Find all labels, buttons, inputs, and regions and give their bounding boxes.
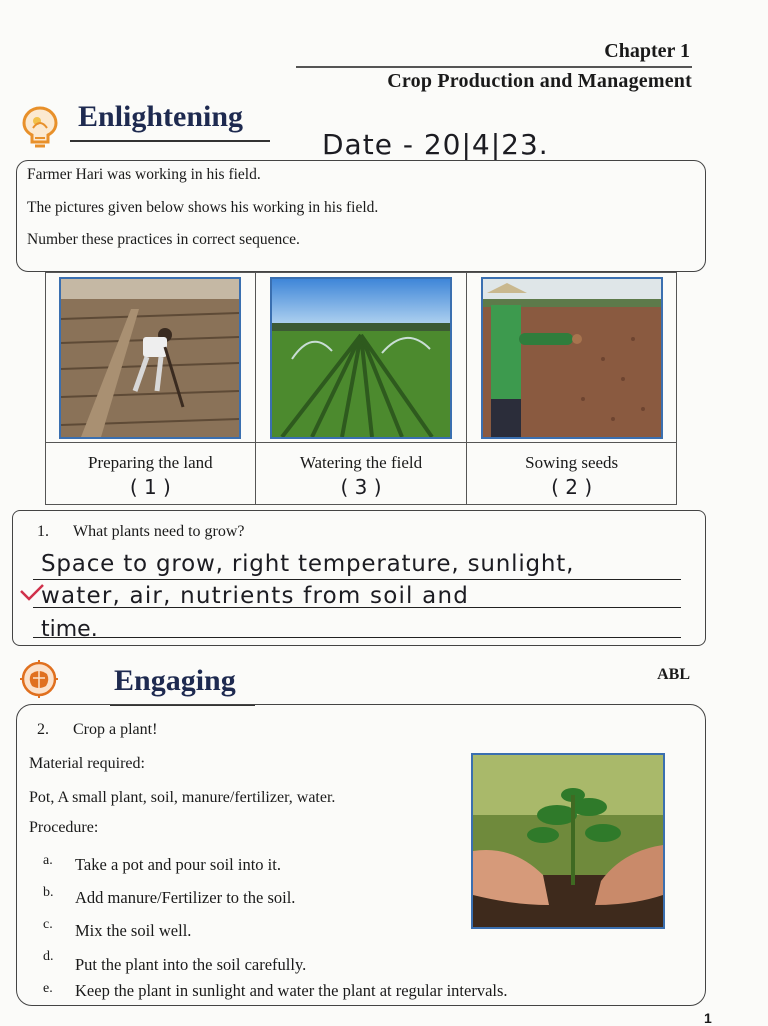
practice-caption: Watering the field <box>299 452 423 472</box>
step-letter: c. <box>43 917 53 932</box>
answer-line-text: time. <box>41 617 98 642</box>
step-text: Put the plant into the soil carefully. <box>75 955 307 974</box>
answer-line-text: water, air, nutrients from soil and <box>41 583 470 609</box>
engaging-title: Engaging <box>114 664 236 697</box>
question1-text: What plants need to grow? <box>73 523 245 540</box>
planting-photo <box>471 753 665 929</box>
practices-table <box>45 272 677 505</box>
header-rule <box>296 66 692 68</box>
chapter-title: Crop Production and Management <box>387 70 692 92</box>
caption-cell <box>467 443 677 505</box>
question2-text: Crop a plant! <box>73 721 158 738</box>
intro-box <box>16 160 706 272</box>
enlightening-rule <box>70 140 270 142</box>
answer-rule <box>33 607 681 608</box>
practice-caption: Sowing seeds <box>525 452 619 472</box>
bulb-icon <box>18 104 62 148</box>
picture-cell <box>467 273 677 443</box>
material-label: Material required: <box>29 755 145 772</box>
practice-answer: ( 1 ) <box>129 474 171 499</box>
caption-cell <box>46 443 256 505</box>
step-letter: a. <box>43 853 53 868</box>
practice-answer: ( 3 ) <box>340 474 382 499</box>
step-text: Take a pot and pour soil into it. <box>75 855 281 874</box>
brain-icon <box>20 660 58 698</box>
step-text: Mix the soil well. <box>75 921 192 940</box>
page-number: 1 <box>704 1010 712 1026</box>
question1-box <box>12 510 706 646</box>
step-letter: b. <box>43 885 54 900</box>
answer-rule <box>33 579 681 580</box>
sowing-seeds-photo <box>481 277 663 439</box>
question1-number: 1. <box>37 523 49 540</box>
step-letter: e. <box>43 981 53 996</box>
enlightening-title: Enlightening <box>78 100 244 133</box>
step-text: Keep the plant in sunlight and water the plant at regular intervals. <box>75 981 508 1000</box>
answer-rule <box>33 637 681 638</box>
step-text: Add manure/Fertilizer to the soil. <box>75 888 296 907</box>
materials-list: Pot, A small plant, soil, manure/fertilizer, water. <box>29 789 336 806</box>
picture-cell <box>255 273 467 443</box>
preparing-land-photo <box>59 277 241 439</box>
procedure-label: Procedure: <box>29 819 99 836</box>
practice-answer: ( 2 ) <box>551 474 593 499</box>
intro-line: Farmer Hari was working in his field. <box>27 166 261 183</box>
intro-line: Number these practices in correct sequence. <box>27 231 300 248</box>
watering-field-photo <box>270 277 452 439</box>
caption-cell <box>255 443 467 505</box>
intro-line: The pictures given below shows his working in his field. <box>27 199 379 216</box>
abl-tag: ABL <box>657 666 690 683</box>
question2-number: 2. <box>37 721 49 738</box>
picture-cell <box>46 273 256 443</box>
handwritten-date: Date - 20|4|23. <box>322 128 549 161</box>
engaging-box <box>16 704 706 1006</box>
practice-caption: Preparing the land <box>88 452 213 472</box>
step-letter: d. <box>43 949 54 964</box>
chapter-label: Chapter 1 <box>604 40 690 62</box>
answer-line-text: Space to grow, right temperature, sunlight, <box>41 551 575 577</box>
